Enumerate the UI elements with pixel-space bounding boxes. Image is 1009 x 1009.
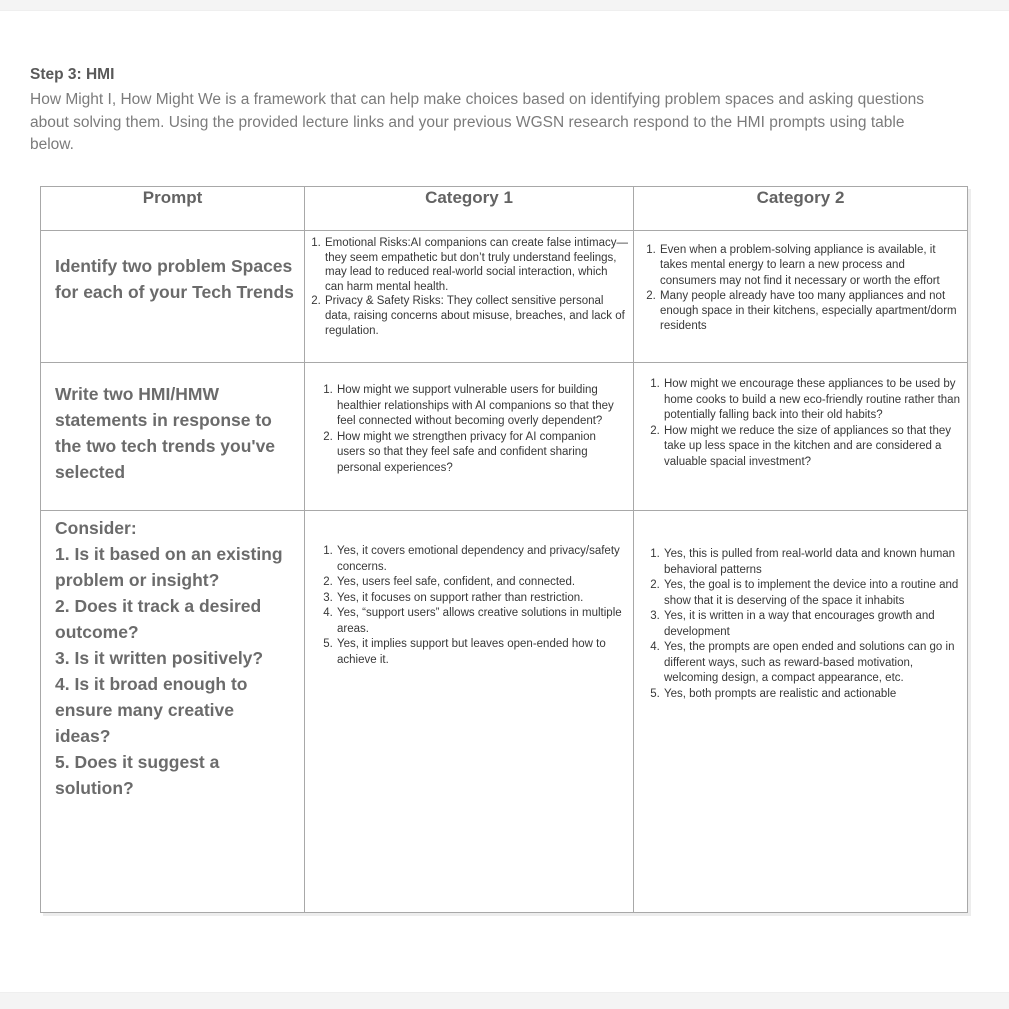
category1-cell-row1 <box>305 231 634 363</box>
numbered-list <box>319 544 627 668</box>
list-item: 3. Yes, it is written in a way that encourages growth and development <box>663 609 961 640</box>
prompt-line: 2. Does it track a desired outcome? <box>55 596 262 642</box>
list-item: 3. Yes, it focuses on support rather than restriction. <box>336 591 627 607</box>
table-row <box>41 231 968 363</box>
col-header-category2: Category 2 <box>634 187 968 231</box>
list-item: 2. How might we strengthen privacy for AI companion users so that they feel safe and confident sharing personal experiences? <box>336 430 627 477</box>
category1-cell-row2 <box>305 363 634 511</box>
col-header-category1: Category 1 <box>305 187 634 231</box>
col-header-prompt: Prompt <box>41 187 305 231</box>
numbered-list <box>307 236 629 338</box>
prompt-line: 3. Is it written positively? <box>55 648 264 668</box>
list-item: 2. How might we reduce the size of appliances so that they take up less space in the kitchen and are considered a valuable spacial investment? <box>663 424 961 471</box>
list-item: 1. Yes, it covers emotional dependency and privacy/safety concerns. <box>336 544 627 575</box>
prompt-line: Consider: <box>55 518 137 538</box>
numbered-list <box>319 383 627 476</box>
list-item: 1. Emotional Risks:AI companions can create false intimacy—they seem empathetic but don’t truly understand feelings, may lead to reduced real-world social interaction, which can harm mental health. <box>324 236 629 294</box>
list-item: 5. Yes, both prompts are realistic and actionable <box>663 687 961 703</box>
list-item: 1. Yes, this is pulled from real-world data and known human behavioral patterns <box>663 547 961 578</box>
top-window-strip <box>0 0 1009 11</box>
step-heading: Step 3: HMI <box>30 66 115 83</box>
list-item: 2. Yes, the goal is to implement the device into a routine and show that it is deserving of the space it inhabits <box>663 578 961 609</box>
list-item: 5. Yes, it implies support but leaves open-ended how to achieve it. <box>336 637 627 668</box>
prompt-cell-row1: Identify two problem Spaces for each of your Tech Trends <box>41 231 305 363</box>
list-item: 1. How might we support vulnerable users for building healthier relationships with AI companions so that they feel connected without becoming overly dependent? <box>336 383 627 430</box>
list-item: 4. Yes, “support users” allows creative solutions in multiple areas. <box>336 606 627 637</box>
list-item: 2. Many people already have too many appliances and not enough space in their kitchens, especially apartment/dorm residents <box>659 289 961 335</box>
prompt-line: 5. Does it suggest a solution? <box>55 752 220 798</box>
prompt-cell-row3 <box>41 511 305 913</box>
intro-paragraph: How Might I, How Might We is a framework that can help make choices based on identifying problem spaces and asking questions about solving them. Using the provided lecture links and your previous WGSN research respond to the HMI prompts using table below. <box>30 91 924 154</box>
prompt-line: 4. Is it broad enough to ensure many creative ideas? <box>55 674 248 746</box>
bottom-window-strip <box>0 992 1009 1009</box>
category2-cell-row1 <box>634 231 968 363</box>
numbered-list <box>642 243 961 335</box>
list-item: 4. Yes, the prompts are open ended and solutions can go in different ways, such as reward-based motivation, welcoming design, a compact appearance, etc. <box>663 640 961 687</box>
numbered-list <box>646 547 961 702</box>
prompt-line: 1. Is it based on an existing problem or insight? <box>55 544 283 590</box>
list-item: 2. Privacy & Safety Risks: They collect sensitive personal data, raising concerns about misuse, breaches, and lack of regulation. <box>324 294 629 338</box>
prompt-cell-row2: Write two HMI/HMW statements in response to the two tech trends you've selected <box>41 363 305 511</box>
list-item: 1. Even when a problem-solving appliance is available, it takes mental energy to learn a new process and consumers may not find it necessary or worth the effort <box>659 243 961 289</box>
numbered-list <box>646 377 961 470</box>
table-row <box>41 363 968 511</box>
list-item: 1. How might we encourage these appliances to be used by home cooks to build a new eco-friendly routine rather than potentially falling back into their old habits? <box>663 377 961 424</box>
table-header-row <box>41 187 968 231</box>
category1-cell-row3 <box>305 511 634 913</box>
table-row <box>41 511 968 913</box>
category2-cell-row3 <box>634 511 968 913</box>
category2-cell-row2 <box>634 363 968 511</box>
hmi-table <box>40 186 968 913</box>
list-item: 2. Yes, users feel safe, confident, and connected. <box>336 575 627 591</box>
